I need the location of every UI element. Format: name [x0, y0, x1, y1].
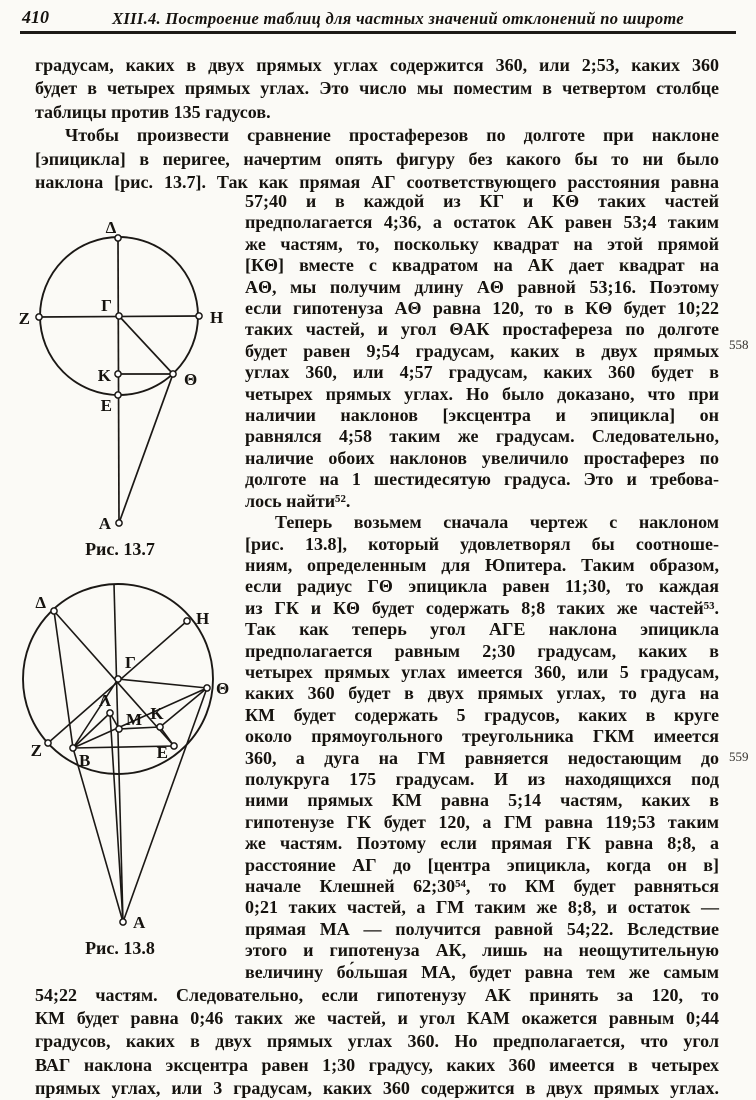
point-marker [116, 313, 122, 319]
label-theta: Θ [184, 370, 198, 389]
text-line: ниям, определенным для Юпитера. Таким образом, [245, 554, 719, 575]
point-marker [115, 392, 121, 398]
label-k: K [150, 704, 164, 723]
text-line: таблицы против 135 гадусов. [35, 101, 271, 122]
text-line: величину бо́льшая МА, будет равна тем же самым [245, 961, 719, 982]
text-line: каких 360 будет в двух прямых углах, то дуга на [245, 683, 719, 704]
page-number: 410 [22, 7, 49, 27]
text-line: долготе на 1 шестидесятую градуса. Это и требова- [245, 469, 719, 490]
point-marker [120, 919, 126, 925]
point-marker [70, 745, 76, 751]
figure-13-8-caption: Рис. 13.8 [85, 938, 155, 958]
text-line: 0;21 таких частей, а ГМ таким же 8;8, и остаток — [245, 897, 719, 918]
text-line: около прямоугольного треугольника ГКМ имеется [245, 726, 719, 747]
text-line: АΘ, мы получим длину АΘ равной 53;16. Поэтому [245, 276, 719, 297]
text-line: ВАГ наклона эксцентра равен 1;30 градусу, каких 360 имеется в четырех [35, 1054, 719, 1075]
text-line: если гипотенуза АΘ равна 120, то в КΘ будет 10;22 [245, 298, 719, 319]
label-lambda: Λ [98, 691, 112, 710]
text-line: КМ будет содержать 5 градусов, каких в круге [245, 704, 719, 725]
figure-13-8 [0, 575, 240, 937]
text-line: будет равен 9;54 градусам, каких в двух прямых [245, 340, 719, 361]
figure-line [119, 374, 173, 523]
figure-13-7 [0, 220, 240, 540]
text-line: будет в четырех прямых углах. Это число мы поместим в четвертом столбце [35, 78, 719, 99]
text-line: четырех прямых углах имеется 360, или 5 градусам, [245, 661, 719, 682]
bottom-paragraph [35, 984, 719, 1100]
label-z: Z [18, 309, 30, 328]
point-marker [170, 371, 176, 377]
text-line: наличии наклонов [эксцентра и эпицикла] он [245, 405, 719, 426]
text-line: прямых углах, или 3 градусам, каких 360 содержится в двух прямых углах. [35, 1077, 719, 1098]
text-line: гипотенузе ГК будет 120, а ГМ равна 119;53 таким [245, 811, 719, 832]
label-gamma: Γ [125, 653, 136, 672]
figure-line [110, 713, 123, 922]
text-line: ними прямых КМ равна 5;14 частям, каких в [245, 790, 719, 811]
figure-line [118, 238, 119, 523]
figure-line [119, 316, 173, 374]
text-line: Так как теперь угол АГЕ наклона эпицикла [245, 619, 719, 640]
intro-paragraphs [35, 54, 719, 194]
point-marker [107, 710, 113, 716]
text-line: 54;22 частям. Следовательно, если гипотенузу АК принять за 120, то [35, 985, 719, 1005]
label-gamma: Γ [101, 296, 112, 315]
label-delta: Δ [105, 220, 117, 237]
margin-note-559: 559 [729, 749, 749, 764]
text-line: равнялся 4;58 таким же градусам. Следовательно, [245, 426, 719, 447]
text-line: этого и гипотенуза АК, лишь на неощутительную [245, 940, 719, 961]
label-z: Z [30, 741, 42, 760]
text-line: Теперь возьмем сначала чертеж с наклоном [275, 512, 719, 533]
text-line: углах 360, или 4;57 градусам, каких 360 будет в [245, 362, 719, 383]
text-line: прямая МА — получится равной 54;22. Вследствие [245, 918, 719, 939]
text-line: градусов, каких в двух прямых углах 360. Но предполагается, что угол [35, 1031, 719, 1052]
label-h: H [210, 308, 224, 327]
text-line: четырех прямых углах. Но было доказано, что при [245, 383, 719, 404]
figure-line [118, 679, 207, 688]
point-marker [184, 618, 190, 624]
figure-line [54, 611, 174, 746]
label-b: B [79, 751, 91, 770]
label-h: H [196, 609, 210, 628]
point-marker [45, 740, 51, 746]
text-line: предполагается 4;36, а остаток АК равен 53;4 таким [245, 212, 719, 233]
label-delta: Δ [35, 593, 46, 612]
text-line: полукруга 175 градусам. И из находящихся под [245, 768, 719, 789]
figure-line [114, 584, 123, 922]
text-line: 360, а дуга на ГМ равняется недостающим до [245, 747, 719, 768]
point-marker [196, 313, 202, 319]
point-marker [204, 685, 210, 691]
point-marker [36, 314, 42, 320]
text-column [245, 191, 719, 983]
text-line: если радиус ГΘ эпицикла равен 11;30, то каждая [245, 576, 719, 597]
text-line: КМ будет равна 0;46 таких же частей, и угол КАМ окажется равным 0;44 [35, 1008, 719, 1029]
text-line: лось найти⁵². [245, 490, 351, 511]
text-line: [КΘ] вместе с квадратом на АК дает квадрат на [245, 255, 719, 276]
figure-line [54, 611, 73, 748]
point-marker [116, 520, 122, 526]
label-theta: Θ [216, 679, 230, 698]
header-rule [20, 31, 736, 34]
text-line: наклона [рис. 13.7]. Так как прямая АГ соответствующего расстояния равна [35, 172, 719, 193]
label-e: E [100, 396, 112, 415]
margin-note-558: 558 [729, 337, 749, 352]
text-line: же частям. Поэтому если прямая ГК равна 8;8, а [245, 833, 719, 854]
label-m: M [126, 710, 143, 729]
text-line: наличие обоих наклонов увеличило простаферез по [245, 447, 719, 468]
point-marker [157, 724, 163, 730]
point-marker [51, 608, 57, 614]
figure-13-7-caption: Рис. 13.7 [85, 539, 155, 559]
text-line: же частям, то, поскольку квадрат на этой прямой [245, 233, 719, 254]
label-a: A [133, 913, 146, 932]
point-marker [116, 726, 122, 732]
label-k: K [97, 366, 111, 385]
text-line: Чтобы произвести сравнение простаферезов по долготе при наклоне [65, 125, 719, 146]
text-line: таких частей, и угол ΘАК простафереза по долготе [245, 319, 719, 340]
text-line: из ГК и КΘ будет содержать 8;8 таких же частей⁵³. [245, 597, 719, 618]
point-marker [115, 676, 121, 682]
text-line: градусам, каких в двух прямых углах содержится 360, или 2;53, каких 360 [35, 55, 719, 75]
text-line: 57;40 и в каждой из КГ и КΘ таких частей [245, 191, 719, 211]
label-a: A [98, 514, 111, 533]
point-marker [115, 371, 121, 377]
label-e: E [156, 743, 168, 762]
point-marker [171, 743, 177, 749]
text-line: предполагается равным 2;30 градусам, каких в [245, 640, 719, 661]
text-line: расстояние АГ до [центра эпицикла, когда он в] [245, 854, 719, 875]
text-line: [эпицикла] в перигее, начертим опять фигуру без какого бы то ни было [35, 148, 719, 169]
text-line: начале Клешней 62;30⁵⁴, то КМ будет равняться [245, 876, 719, 896]
running-header: XIII.4. Построение таблиц для частных значений отклонений по широте [112, 9, 684, 28]
text-line: [рис. 13.8], который удовлетворял бы соотноше- [245, 533, 719, 554]
